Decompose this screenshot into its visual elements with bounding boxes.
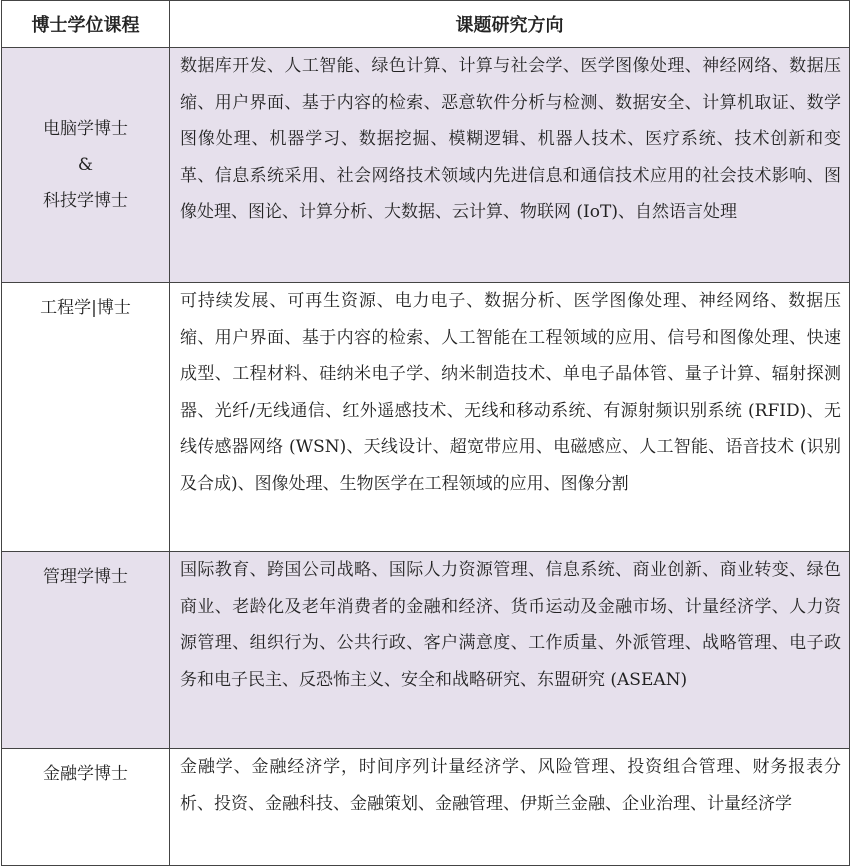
program-cell — [2, 283, 170, 552]
topics-column-header: 课题研究方向 — [170, 1, 850, 48]
header-row — [2, 1, 850, 48]
table-row — [2, 749, 850, 866]
topics-cell: 金融学、金融经济学，时间序列计量经济学、风险管理、投资组合管理、财务报表分析、投资、金融科技、金融策划、金融管理、伊斯兰金融、企业治理、计量经济学 — [170, 749, 850, 866]
program-cell — [2, 749, 170, 866]
topics-cell: 数据库开发、人工智能、绿色计算、计算与社会学、医学图像处理、神经网络、数据压缩、用户界面、基于内容的检索、恶意软件分析与检测、数据安全、计算机取证、数学图像处理、机器学习、数据挖掘、模糊逻辑、机器人技术、医疗系统、技术创新和变革、信息系统采用、社会网络技术领域内先进信息和通信技术应用的社会技术影响、图像处理、图论、计算分析、大数据、云计算、物联网 (IoT)、自然语言处理 — [170, 48, 850, 283]
programs-table — [1, 0, 850, 866]
program-name: 科技学博士 — [43, 190, 128, 211]
program-cell — [2, 552, 170, 749]
program-column-header: 博士学位课程 — [2, 1, 170, 48]
program-name: & — [77, 154, 94, 175]
program-cell — [2, 48, 170, 283]
program-name: 金融学博士 — [43, 764, 128, 784]
topics-cell: 国际教育、跨国公司战略、国际人力资源管理、信息系统、商业创新、商业转变、绿色商业、老龄化及老年消费者的金融和经济、货币运动及金融市场、计量经济学、人力资源管理、组织行为、公共行政、客户满意度、工作质量、外派管理、战略管理、电子政务和电子民主、反恐怖主义、安全和战略研究、东盟研究 (ASEAN) — [170, 552, 850, 749]
program-name: 管理学博士 — [43, 567, 128, 587]
table-row — [2, 552, 850, 749]
program-name: 电脑学博士 — [43, 118, 128, 139]
topics-cell: 可持续发展、可再生资源、电力电子、数据分析、医学图像处理、神经网络、数据压缩、用户界面、基于内容的检索、人工智能在工程领域的应用、信号和图像处理、快速成型、工程材料、硅纳米电子学、纳米制造技术、单电子晶体管、量子计算、辐射探测器、光纤/无线通信、红外遥感技术、无线和移动系统、有源射频识别系统 (RFID)、无线传感器网络 (WSN)、天线设计、超宽带应用、电磁感应、人工智能、语音技术 (识别及合成)、图像处理、生物医学在工程领域的应用、图像分割 — [170, 283, 850, 552]
table-row — [2, 48, 850, 283]
program-name: 工程学|博士 — [40, 298, 131, 318]
table-row — [2, 283, 850, 552]
